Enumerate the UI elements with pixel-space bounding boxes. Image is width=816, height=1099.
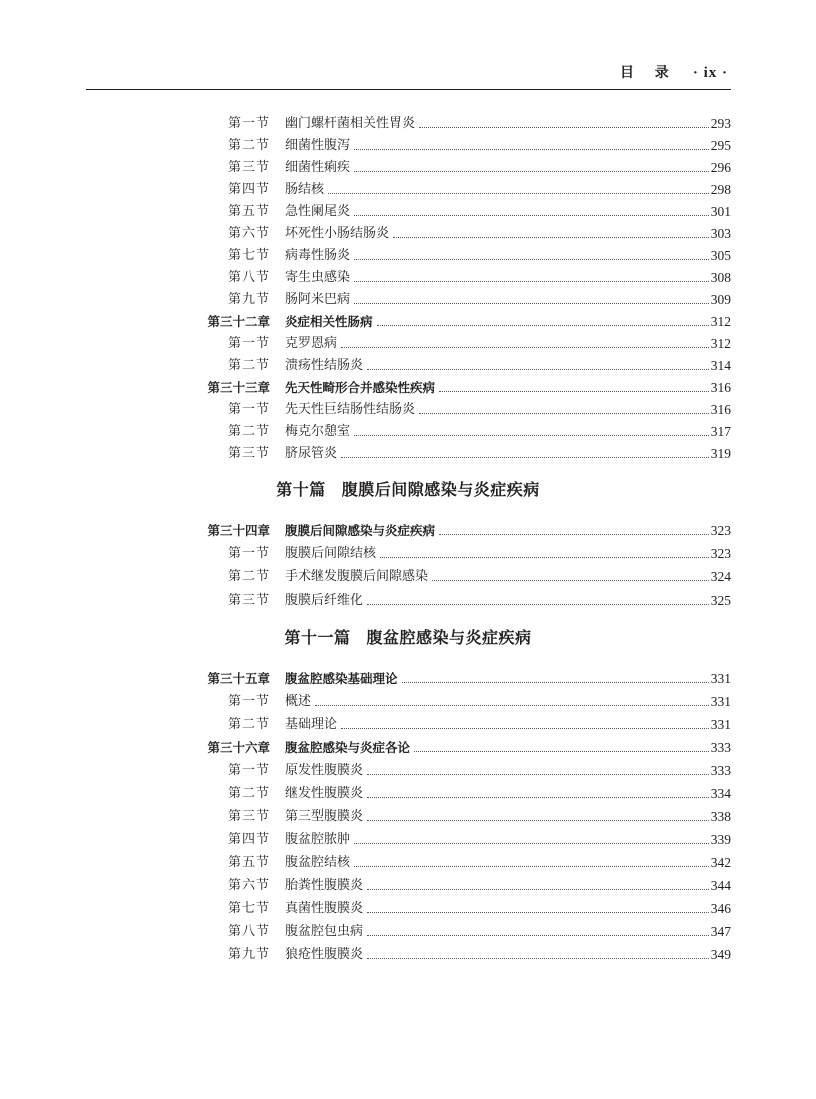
toc-section-entry[interactable]	[200, 780, 731, 802]
dot-leader	[367, 912, 709, 913]
chapter-title: 腹盆腔感染与炎症各论	[285, 740, 411, 755]
chapter-number: 第三十三章	[207, 380, 270, 395]
page-number: 317	[710, 424, 731, 439]
chapter-title: 炎症相关性肠病	[285, 314, 373, 329]
running-head	[620, 62, 728, 82]
dot-leader	[414, 751, 709, 752]
page-number: 331	[710, 717, 731, 732]
toc-chapter-entry[interactable]	[200, 517, 731, 539]
toc-section-entry[interactable]	[200, 440, 731, 462]
section-number: 第一节	[227, 116, 270, 131]
toc-section-entry[interactable]	[200, 330, 731, 352]
dot-leader	[341, 728, 709, 729]
dot-leader	[367, 820, 709, 821]
page-number: 305	[710, 248, 731, 263]
page-number: 295	[710, 138, 731, 153]
section-title: 腹膜后间隙结核	[285, 546, 377, 561]
page-number: 296	[710, 160, 731, 175]
page-number: 312	[710, 314, 731, 329]
dot-leader	[328, 193, 709, 194]
page-number: 303	[710, 226, 731, 241]
page-number: 301	[710, 204, 731, 219]
page-number: 314	[710, 358, 731, 373]
section-number: 第三节	[227, 593, 270, 608]
toc-section-entry[interactable]	[200, 264, 731, 286]
toc-section-entry[interactable]	[200, 110, 731, 132]
chapter-number: 第三十五章	[207, 671, 270, 686]
dot-leader	[367, 774, 709, 775]
toc-section-entry[interactable]	[200, 286, 731, 308]
dot-leader	[354, 215, 709, 216]
section-number: 第七节	[227, 248, 270, 263]
dot-leader	[354, 281, 709, 282]
page-number: 338	[710, 809, 731, 824]
toc-section-entry[interactable]	[200, 198, 731, 220]
section-number: 第一节	[227, 763, 270, 778]
section-number: 第一节	[227, 402, 270, 417]
toc-section-entry[interactable]	[200, 132, 731, 154]
section-title: 细菌性腹泻	[285, 138, 351, 153]
section-number: 第五节	[227, 855, 270, 870]
section-title: 梅克尔憩室	[285, 424, 351, 439]
toc-section-entry[interactable]	[200, 895, 731, 917]
page-number: 325	[710, 593, 731, 608]
page-number: 309	[710, 292, 731, 307]
chapter-title: 腹膜后间隙感染与炎症疾病	[285, 523, 436, 538]
section-title: 寄生虫感染	[285, 270, 351, 285]
dot-leader	[367, 889, 709, 890]
section-title: 概述	[285, 694, 312, 709]
page-number: 323	[710, 523, 731, 538]
section-title: 真菌性腹膜炎	[285, 901, 364, 916]
page-number: 316	[710, 380, 731, 395]
dot-leader	[354, 171, 709, 172]
chapter-number: 第三十二章	[207, 314, 270, 329]
section-title: 腹膜后纤维化	[285, 593, 364, 608]
chapter-number: 第三十四章	[207, 523, 270, 538]
page-number: 349	[710, 947, 731, 962]
part-name: 腹膜后间隙感染与炎症疾病	[341, 480, 540, 499]
toc-section-entry[interactable]	[200, 418, 731, 440]
part-title	[0, 625, 816, 648]
section-number: 第九节	[227, 947, 270, 962]
dot-leader	[439, 391, 709, 392]
page-number: 344	[710, 878, 731, 893]
section-title: 手术继发腹膜后间隙感染	[285, 569, 429, 584]
section-number: 第七节	[227, 901, 270, 916]
section-number: 第四节	[227, 182, 270, 197]
page-number: 333	[710, 740, 731, 755]
section-title: 腹盆腔包虫病	[285, 924, 364, 939]
chapter-number: 第三十六章	[207, 740, 270, 755]
page-number: 319	[710, 446, 731, 461]
toc-chapter-entry[interactable]	[200, 665, 731, 687]
dot-leader	[377, 325, 709, 326]
dot-leader	[393, 237, 709, 238]
page-number: 293	[710, 116, 731, 131]
section-number: 第二节	[227, 786, 270, 801]
dot-leader	[367, 369, 709, 370]
section-title: 原发性腹膜炎	[285, 763, 364, 778]
section-number: 第五节	[227, 204, 270, 219]
dot-leader	[367, 958, 709, 959]
toc-section-entry[interactable]	[200, 872, 731, 894]
part-name: 腹盆腔感染与炎症疾病	[366, 628, 532, 647]
section-number: 第一节	[227, 546, 270, 561]
page-number: 331	[710, 694, 731, 709]
section-number: 第三节	[227, 809, 270, 824]
section-number: 第六节	[227, 878, 270, 893]
section-number: 第八节	[227, 924, 270, 939]
toc-section-entry[interactable]	[200, 688, 731, 710]
chapter-title: 先天性畸形合并感染性疾病	[285, 380, 436, 395]
toc-section-entry[interactable]	[200, 242, 731, 264]
page-number: 312	[710, 336, 731, 351]
section-title: 先天性巨结肠性结肠炎	[285, 402, 416, 417]
dot-leader	[419, 413, 709, 414]
dot-leader	[354, 303, 709, 304]
toc-chapter-entry[interactable]	[200, 308, 731, 330]
page-number: 342	[710, 855, 731, 870]
dot-leader	[432, 580, 709, 581]
dot-leader	[367, 604, 709, 605]
section-title: 狼疮性腹膜炎	[285, 947, 364, 962]
dot-leader	[354, 435, 709, 436]
dot-leader	[367, 797, 709, 798]
section-number: 第二节	[227, 138, 270, 153]
dot-leader	[367, 935, 709, 936]
page-number: 316	[710, 402, 731, 417]
page-number: 298	[710, 182, 731, 197]
dot-leader	[380, 557, 709, 558]
toc-section-entry[interactable]	[200, 711, 731, 733]
dot-leader	[402, 682, 709, 683]
section-number: 第九节	[227, 292, 270, 307]
section-number: 第一节	[227, 336, 270, 351]
section-title: 急性阑尾炎	[285, 204, 351, 219]
toc-chapter-entry[interactable]	[200, 734, 731, 756]
section-number: 第三节	[227, 160, 270, 175]
header-rule	[86, 89, 731, 90]
section-title: 继发性腹膜炎	[285, 786, 364, 801]
toc-section-entry[interactable]	[200, 396, 731, 418]
toc-section-entry[interactable]	[200, 826, 731, 848]
dot-leader	[354, 149, 709, 150]
page-number: 339	[710, 832, 731, 847]
dot-leader	[354, 866, 709, 867]
section-title: 腹盆腔脓肿	[285, 832, 351, 847]
toc-section-entry[interactable]	[200, 540, 731, 562]
section-title: 脐尿管炎	[285, 446, 338, 461]
section-title: 基础理论	[285, 717, 338, 732]
page-number: 331	[710, 671, 731, 686]
page-number: 324	[710, 569, 731, 584]
dot-leader	[439, 534, 709, 535]
toc-chapter-entry[interactable]	[200, 374, 731, 396]
section-number: 第六节	[227, 226, 270, 241]
dot-leader	[354, 259, 709, 260]
chapter-title: 腹盆腔感染基础理论	[285, 671, 398, 686]
dot-leader	[315, 705, 709, 706]
page-number: 308	[710, 270, 731, 285]
section-number: 第一节	[227, 694, 270, 709]
section-title: 肠阿米巴病	[285, 292, 351, 307]
page-number: 347	[710, 924, 731, 939]
section-title: 细菌性痢疾	[285, 160, 351, 175]
toc-section-entry[interactable]	[200, 154, 731, 176]
section-title: 腹盆腔结核	[285, 855, 351, 870]
toc-section-entry[interactable]	[200, 587, 731, 609]
toc-section-entry[interactable]	[200, 918, 731, 940]
part-title	[0, 477, 816, 500]
toc-section-entry[interactable]	[200, 220, 731, 242]
section-title: 第三型腹膜炎	[285, 809, 364, 824]
toc-section-entry[interactable]	[200, 941, 731, 963]
section-number: 第八节	[227, 270, 270, 285]
toc-section-entry[interactable]	[200, 352, 731, 374]
section-title: 胎粪性腹膜炎	[285, 878, 364, 893]
page-folio: · ix ·	[692, 65, 728, 81]
part-number: 第十篇	[276, 480, 326, 499]
toc-section-entry[interactable]	[200, 757, 731, 779]
page-number: 323	[710, 546, 731, 561]
section-number: 第二节	[227, 358, 270, 373]
section-number: 第四节	[227, 832, 270, 847]
page-number: 333	[710, 763, 731, 778]
dot-leader	[341, 347, 709, 348]
toc-section-entry[interactable]	[200, 176, 731, 198]
running-head-title: 目 录	[619, 65, 677, 81]
toc-section-entry[interactable]	[200, 803, 731, 825]
dot-leader	[419, 127, 709, 128]
section-title: 幽门螺杆菌相关性胃炎	[285, 116, 416, 131]
section-number: 第二节	[227, 717, 270, 732]
section-number: 第三节	[227, 446, 270, 461]
section-number: 第二节	[227, 424, 270, 439]
page-number: 346	[710, 901, 731, 916]
dot-leader	[341, 457, 709, 458]
toc-section-entry[interactable]	[200, 849, 731, 871]
section-number: 第二节	[227, 569, 270, 584]
toc-section-entry[interactable]	[200, 563, 731, 585]
section-title: 肠结核	[285, 182, 325, 197]
section-title: 坏死性小肠结肠炎	[285, 226, 390, 241]
page-number: 334	[710, 786, 731, 801]
section-title: 病毒性肠炎	[285, 248, 351, 263]
part-number: 第十一篇	[284, 628, 351, 647]
dot-leader	[354, 843, 709, 844]
section-title: 溃疡性结肠炎	[285, 358, 364, 373]
section-title: 克罗恩病	[285, 336, 338, 351]
